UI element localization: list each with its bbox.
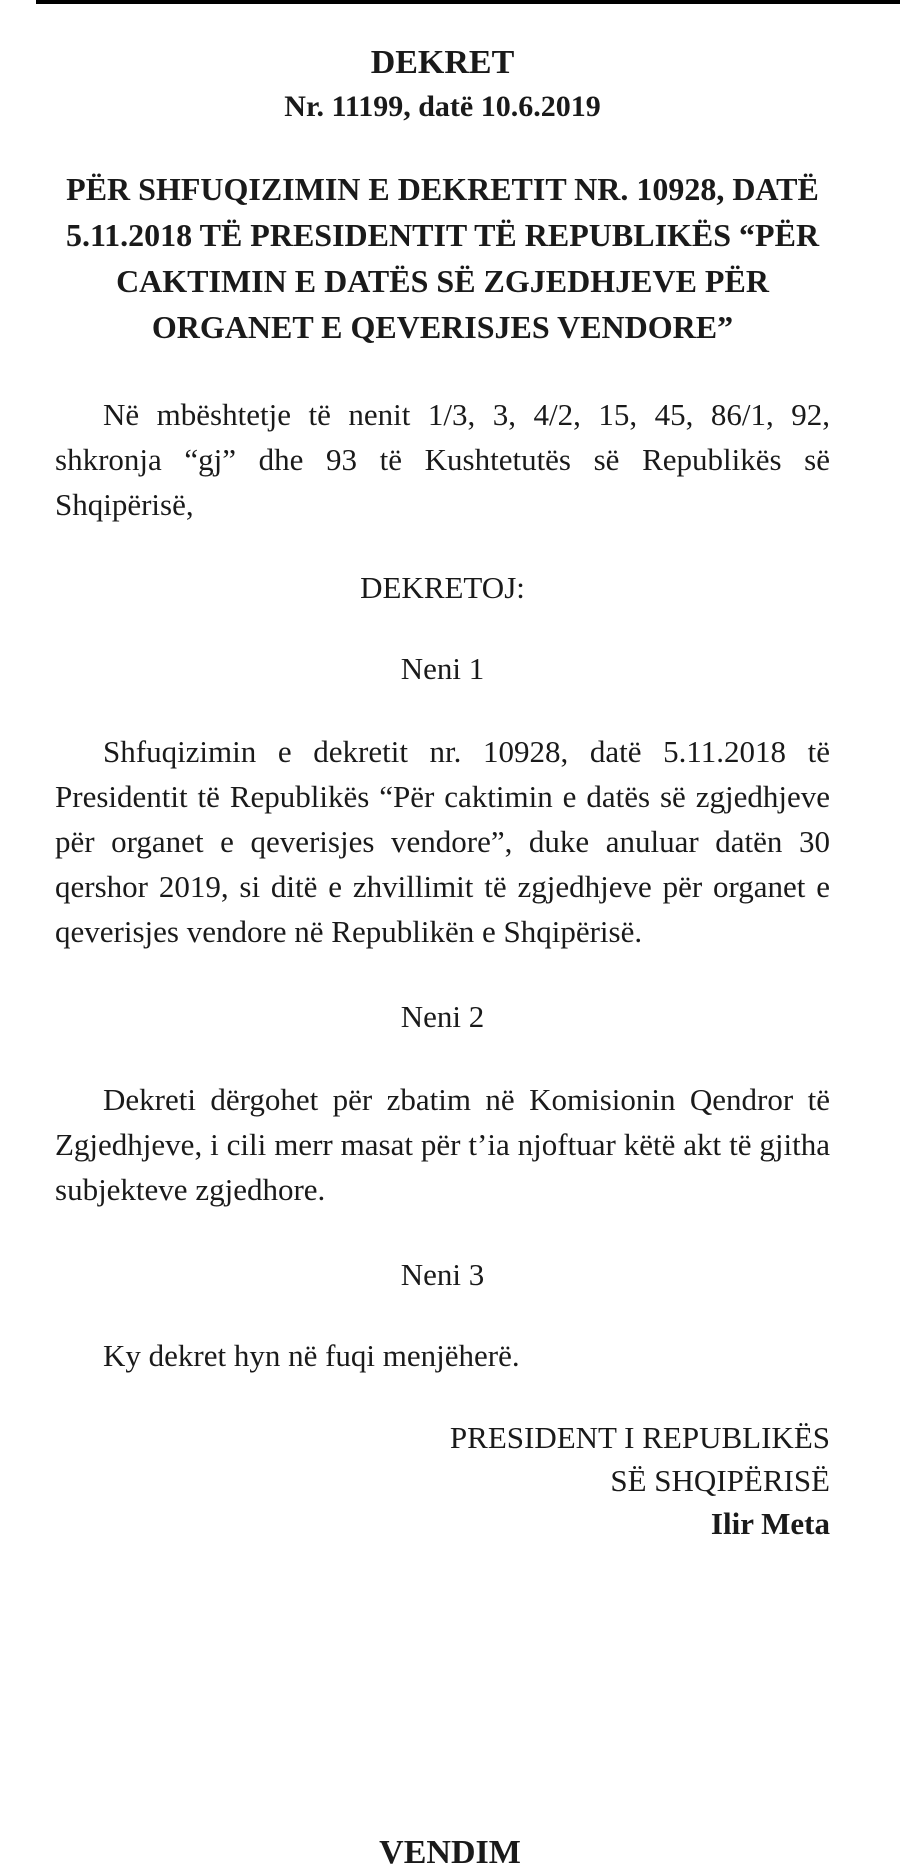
article-1-text: Shfuqizimin e dekretit nr. 10928, datë 5.11.2018 të Presidentit të Republikës “Për caktimin e datës së zgjedhjeve për organet e qeverisjes vendore”, duke anuluar datën 30 qershor 2019, si ditë e zhvillimit të zgjedhjeve për organet e qeverisjes vendore në Republikën e Shqipërisë. <box>55 734 830 949</box>
signature-office-line-1: PRESIDENT I REPUBLIKËS <box>449 1420 830 1455</box>
legal-basis-paragraph: Në mbështetje të nenit 1/3, 3, 4/2, 15, 45, 86/1, 92, shkronja “gj” dhe 93 të Kushtetutës së Republikës së Shqipërisë, <box>55 397 830 522</box>
top-rule <box>36 0 900 4</box>
article-3-text: Ky dekret hyn në fuqi menjëherë. <box>103 1338 520 1373</box>
signature-office-line-2: SË SHQIPËRISË <box>610 1463 830 1498</box>
decree-document <box>55 40 830 1545</box>
signatory-name: Ilir Meta <box>710 1506 830 1541</box>
signature-block <box>55 1416 830 1545</box>
decree-verb: DEKRETOJ: <box>360 570 525 605</box>
next-document-title: VENDIM <box>379 1834 521 1871</box>
decree-number: Nr. 11199, datë 10.6.2019 <box>284 90 601 123</box>
article-1-heading: Neni 1 <box>400 651 485 686</box>
decree-title: DEKRET <box>370 44 515 81</box>
article-2-text: Dekreti dërgohet për zbatim në Komisionin Qendror të Zgjedhjeve, i cili merr masat për t’ia njoftuar këtë akt të gjitha subjekteve zgjedhore. <box>55 1082 830 1207</box>
article-2-heading: Neni 2 <box>400 999 485 1034</box>
decree-subject: PËR SHFUQIZIMIN E DEKRETIT NR. 10928, DATË 5.11.2018 TË PRESIDENTIT TË REPUBLIKËS “PËR CAKTIMIN E DATËS SË ZGJEDHJEVE PËR ORGANET E QEVERISJES VENDORE” <box>65 171 820 345</box>
article-3-heading: Neni 3 <box>400 1257 485 1292</box>
